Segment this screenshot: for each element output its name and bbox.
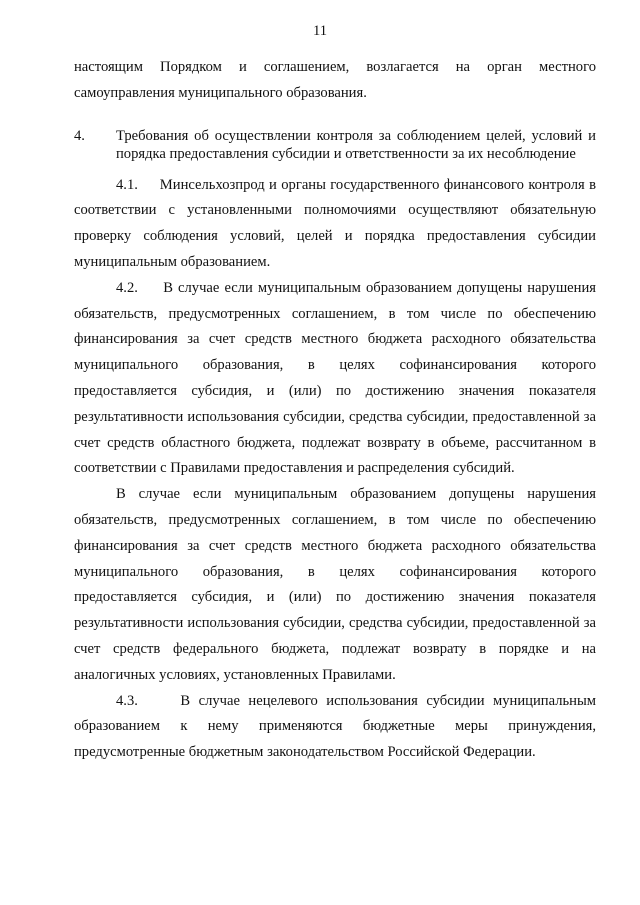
- paragraph-text: Минсельхозпрод и органы государственного финансового контроля в соответствии с установленными полномочиями осуществляют обязательную проверку соблюдения условий, целей и порядка предоставления субсидии муниципальным образованием.: [74, 176, 596, 270]
- paragraph-number: 4.2.: [116, 279, 138, 296]
- continued-paragraph: настоящим Порядком и соглашением, возлагается на орган местного самоуправления муниципального образования.: [74, 59, 596, 101]
- paragraph-text: В случае если муниципальным образованием допущены нарушения обязательств, предусмотренных соглашением, в том числе по обеспечению финансирования за счет средств местного бюджета расходного обязательства муниципального образования, в целях софинансирования которого предоставляется субсидия, и (или) по достижению значения показателя результативности использования субсидии, средства субсидии, предоставленной за счет средств федерального бюджета, подлежат возврату в порядке и на аналогичных условиях, установленных Правилами.: [74, 486, 596, 683]
- paragraph-4-3: [74, 689, 596, 766]
- paragraph-text: В случае если муниципальным образованием допущены нарушения обязательств, предусмотренных соглашением, в том числе по обеспечению финансирования за счет средств местного бюджета расходного обязательства муниципального образования, в целях софинансирования которого предоставляется субсидия, и (или) по достижению значения показателя результативности использования субсидии, средства субсидии, предоставленной за счет средств областного бюджета, подлежат возврату в объеме, рассчитанном в соответствии с Правилами предоставления и распределения субсидий.: [74, 279, 596, 477]
- paragraph-number: 4.3.: [116, 692, 138, 709]
- section-number: 4.: [74, 127, 85, 144]
- paragraph-4-2-continued: [74, 482, 596, 688]
- paragraph-4-2: [74, 276, 596, 482]
- section-title: Требования об осуществлении контроля за соблюдением целей, условий и порядка предоставления субсидии и ответственности за их несоблюдение: [116, 127, 596, 162]
- document-body: [74, 55, 596, 766]
- page-number: 11: [312, 23, 328, 39]
- paragraph-text: В случае нецелевого использования субсидии муниципальным образованием к нему применяются бюджетные меры принуждения, предусмотренные бюджетным законодательством Российской Федерации.: [74, 692, 596, 761]
- section-heading: [74, 127, 596, 163]
- paragraph-number: 4.1.: [116, 176, 138, 193]
- paragraph-4-1: [74, 173, 596, 276]
